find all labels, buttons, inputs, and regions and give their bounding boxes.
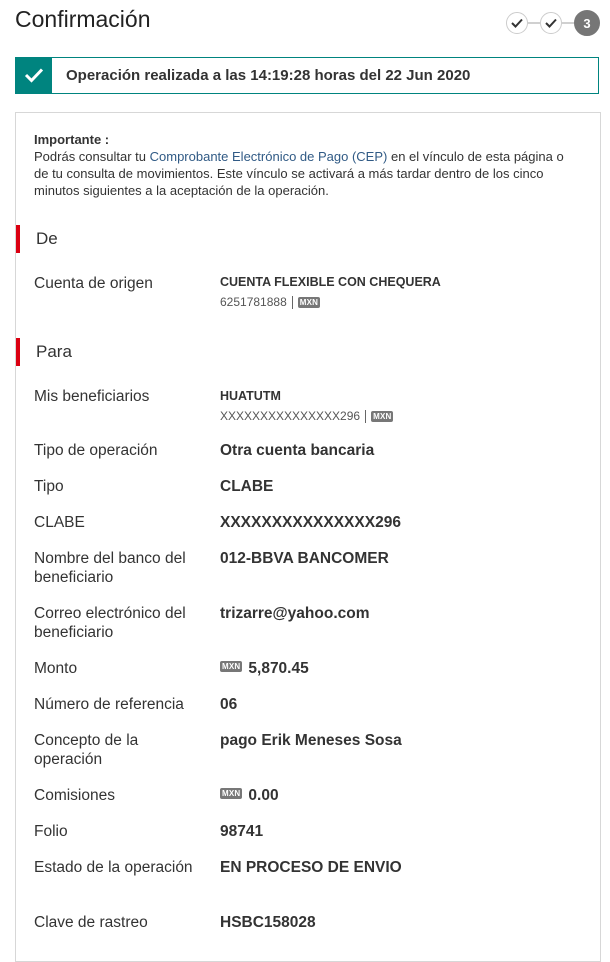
operation-type-label: Tipo de operación [34, 442, 158, 459]
origin-account-number: 6251781888 [220, 295, 287, 309]
beneficiary-email-label: Correo electrónico del beneficiario [34, 605, 186, 641]
section-to [16, 338, 72, 366]
cep-notice [34, 131, 579, 199]
check-icon [511, 18, 523, 28]
section-to-heading: Para [36, 342, 72, 361]
amount-value [220, 659, 590, 678]
step-1-complete [506, 12, 528, 34]
folio-label: Folio [34, 823, 68, 840]
page-title: Confirmación [15, 6, 151, 32]
progress-stepper [506, 10, 600, 36]
type-label: Tipo [34, 478, 64, 495]
check-icon [545, 18, 557, 28]
type-value: CLABE [220, 478, 274, 495]
beneficiary-value [220, 387, 590, 426]
success-message: Operación realizada a las 14:19:28 horas del 22 Jun 2020 [66, 67, 471, 84]
amount-label: Monto [34, 660, 78, 677]
reference-number-value: 06 [220, 696, 238, 713]
reference-number-label: Número de referencia [34, 696, 184, 713]
step-2-complete [540, 12, 562, 34]
beneficiary-name: HUATUTM [220, 389, 281, 403]
bank-name-label: Nombre del banco del beneficiario [34, 550, 186, 586]
beneficiary-account: XXXXXXXXXXXXXXX296 [220, 409, 361, 423]
cep-link[interactable]: Comprobante Electrónico de Pago (CEP) [149, 149, 388, 164]
section-from-heading: De [36, 229, 58, 248]
tracking-key-label: Clave de rastreo [34, 914, 148, 931]
notice-heading: Importante : [34, 132, 110, 147]
folio-value: 98741 [220, 823, 264, 840]
confirmation-card [15, 112, 601, 962]
origin-account-value [220, 273, 590, 312]
origin-account-name: CUENTA FLEXIBLE CON CHEQUERA [220, 275, 441, 289]
status-label: Estado de la operación [34, 859, 193, 876]
fees: 0.00 [248, 787, 279, 804]
step-connector [528, 22, 540, 24]
success-banner [15, 57, 599, 94]
concept-value: pago Erik Meneses Sosa [220, 732, 402, 749]
amount: 5,870.45 [248, 660, 309, 677]
fees-label: Comisiones [34, 787, 115, 804]
tracking-key-value: HSBC158028 [220, 914, 316, 931]
currency-badge: MXN [373, 412, 392, 421]
step-3-current: 3 [574, 10, 600, 36]
success-check-icon [15, 57, 52, 94]
fees-value [220, 786, 590, 805]
status-value: EN PROCESO DE ENVIO [220, 859, 402, 876]
currency-badge: MXN [299, 298, 319, 307]
clabe-value: XXXXXXXXXXXXXXX296 [220, 514, 401, 531]
currency-badge: MXN [222, 789, 241, 799]
beneficiary-label: Mis beneficiarios [34, 388, 150, 405]
step-connector [562, 22, 574, 24]
clabe-label: CLABE [34, 514, 85, 531]
notice-body: Podrás consultar tu Comprobante Electrónico de Pago (CEP) en el vínculo de esta página o de tu consulta de movimientos. Este vínculo se activará a más tardar dentro de los cinco minutos siguientes a la aceptación de la operación. [34, 149, 564, 198]
operation-type-value: Otra cuenta bancaria [220, 442, 375, 459]
bank-name-value: 012-BBVA BANCOMER [220, 550, 389, 567]
origin-account-label: Cuenta de origen [34, 275, 153, 292]
section-from [16, 225, 58, 253]
currency-badge: MXN [222, 662, 241, 672]
concept-label: Concepto de la operación [34, 732, 139, 768]
beneficiary-email-value: trizarre@yahoo.com [220, 605, 370, 622]
